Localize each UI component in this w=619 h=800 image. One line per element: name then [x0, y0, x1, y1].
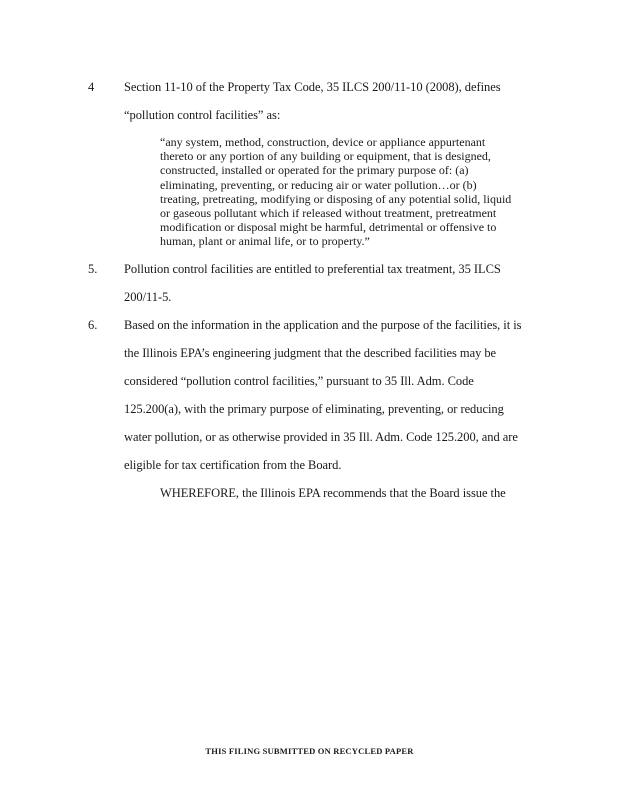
paragraph-6-number: 6.	[88, 318, 98, 332]
paragraph-6-line: eligible for tax certification from the Board.	[124, 458, 342, 472]
quote-line: “any system, method, construction, device or appliance appurtenant	[160, 135, 486, 149]
paragraph-6-line: 125.200(a), with the primary purpose of eliminating, preventing, or reducing	[124, 402, 504, 416]
paragraph-5-line-2: 200/11-5.	[124, 290, 172, 304]
paragraph-6-line: Based on the information in the application and the purpose of the facilities, it is	[124, 318, 522, 332]
paragraph-4-number: 4	[88, 80, 95, 94]
quote-line: modification or disposal might be harmful, detrimental or offensive to	[160, 220, 497, 235]
quote-line: human, plant or animal life, or to property.”	[160, 234, 370, 249]
quote-line: constructed, installed or operated for the primary purpose of: (a)	[160, 163, 469, 178]
paragraph-4-line-1: Section 11-10 of the Property Tax Code, 35 ILCS 200/11-10 (2008), defines	[124, 80, 501, 94]
paragraph-6-line: considered “pollution control facilities,” pursuant to 35 Ill. Adm. Code	[124, 374, 474, 388]
quote-line: treating, pretreating, modifying or disposing of any potential solid, liquid	[160, 191, 512, 206]
recycled-paper-footer: THIS FILING SUBMITTED ON RECYCLED PAPER	[205, 746, 414, 756]
wherefore-clause: WHEREFORE, the Illinois EPA recommends that the Board issue the	[160, 486, 506, 500]
paragraph-6-line: the Illinois EPA’s engineering judgment that the described facilities may be	[124, 346, 497, 360]
block-quote	[160, 135, 520, 249]
paragraph-5-line-1: Pollution control facilities are entitled to preferential tax treatment, 35 ILCS	[124, 262, 501, 276]
paragraph-5-number: 5.	[88, 262, 98, 276]
quote-line: eliminating, preventing, or reducing air or water pollution…or (b)	[160, 177, 477, 192]
paragraph-6-line: water pollution, or as otherwise provided in 35 Ill. Adm. Code 125.200, and are	[124, 430, 518, 444]
quote-line: thereto or any portion of any building or equipment, that is designed,	[160, 149, 491, 164]
quote-line: or gaseous pollutant which if released without treatment, pretreatment	[160, 206, 497, 221]
paragraph-4-line-2: “pollution control facilities” as:	[124, 108, 281, 122]
